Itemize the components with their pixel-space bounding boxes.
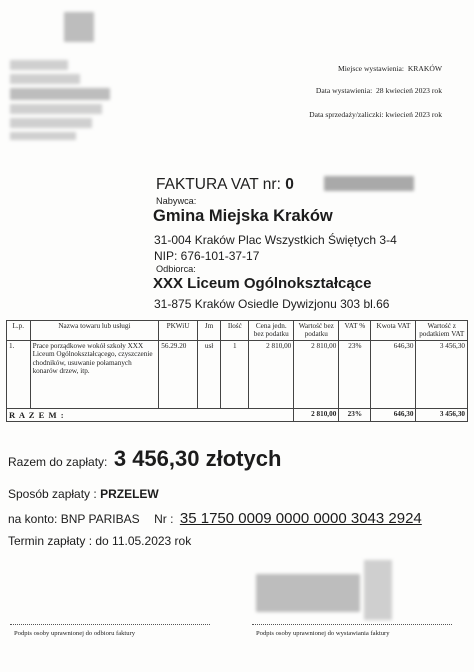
payment-method-label: Sposób zapłaty : bbox=[8, 487, 97, 501]
row-lp: 1. bbox=[7, 340, 31, 408]
header-net: Wartość bez podatku bbox=[294, 321, 339, 341]
signature-mark-redacted bbox=[364, 560, 392, 620]
sum-vat-amount: 646,30 bbox=[371, 408, 416, 421]
recipient-address: 31-875 Kraków Osiedle Dywizjonu 303 bl.66 bbox=[154, 297, 390, 311]
buyer-name: Gmina Miejska Kraków bbox=[153, 207, 333, 225]
row-price: 2 810,00 bbox=[249, 340, 294, 408]
row-name: Prace porządkowe wokół szkoły XXX Liceum Ogólnokształcącego, czyszczenie chodników, usuwanie połamanych konarów drzew, itp. bbox=[30, 340, 159, 408]
sum-vat-rate: 23% bbox=[339, 408, 371, 421]
items-table bbox=[6, 320, 468, 422]
header-price: Cena jedn. bez podatku bbox=[249, 321, 294, 341]
sale-date: Data sprzedaży/zaliczki: kwiecień 2023 rok bbox=[309, 110, 442, 119]
header-vat-rate: VAT % bbox=[339, 321, 371, 341]
header-name: Nazwa towaru lub usługi bbox=[30, 321, 159, 341]
issue-date: Data wystawienia: 28 kwiecień 2023 rok bbox=[315, 86, 442, 95]
total-label: Razem do zapłaty: bbox=[8, 455, 108, 469]
recipient-label: Odbiorca: bbox=[156, 264, 196, 274]
header-qty: Ilość bbox=[221, 321, 249, 341]
table-row bbox=[7, 340, 468, 408]
account-nr-label: Nr : bbox=[154, 512, 174, 526]
row-net: 2 810,00 bbox=[294, 340, 339, 408]
table-header-row bbox=[7, 321, 468, 341]
sum-label: R A Z E M : bbox=[7, 408, 294, 421]
header-gross: Wartość z podatkiem VAT bbox=[416, 321, 468, 341]
row-gross: 3 456,30 bbox=[416, 340, 468, 408]
buyer-nip: NIP: 676-101-37-17 bbox=[154, 249, 260, 263]
header-vat-amount: Kwota VAT bbox=[371, 321, 416, 341]
buyer-address: 31-004 Kraków Plac Wszystkich Świętych 3-4 bbox=[154, 233, 397, 247]
signature-left-caption: Podpis osoby uprawnionej do odbioru faktury bbox=[14, 630, 136, 637]
signature-line-right bbox=[252, 624, 452, 625]
payment-method-line bbox=[8, 487, 159, 501]
recipient-name: XXX Liceum Ogólnokształcące bbox=[153, 275, 372, 292]
signature-right-caption: Podpis osoby uprawnionej do wystawiania faktury bbox=[256, 630, 390, 637]
sum-gross: 3 456,30 bbox=[416, 408, 468, 421]
signature-stamp-redacted bbox=[256, 574, 360, 612]
row-pkwiu: 56.29.20 bbox=[159, 340, 198, 408]
sum-net: 2 810,00 bbox=[294, 408, 339, 421]
invoice-title: FAKTURA VAT nr: 0 bbox=[156, 176, 294, 193]
row-vat-amount: 646,30 bbox=[371, 340, 416, 408]
account-number: 35 1750 0009 0000 0000 3043 2924 bbox=[179, 510, 422, 527]
payment-method-value: PRZELEW bbox=[100, 487, 159, 501]
header-jm: Jm bbox=[197, 321, 221, 341]
row-qty: 1 bbox=[221, 340, 249, 408]
header-pkwiu: PKWiU bbox=[159, 321, 198, 341]
row-vat-rate: 23% bbox=[339, 340, 371, 408]
row-jm: usł bbox=[197, 340, 221, 408]
invoice-number-visible: 0 bbox=[285, 176, 294, 193]
table-sum-row bbox=[7, 408, 468, 421]
header-lp: L.p. bbox=[7, 321, 31, 341]
invoice-number-redacted bbox=[324, 176, 414, 191]
place-of-issue: Miejsce wystawienia: KRAKÓW bbox=[338, 64, 442, 73]
due-date: Termin zapłaty : do 11.05.2023 rok bbox=[8, 534, 192, 548]
total-line bbox=[8, 446, 281, 472]
signature-line-left bbox=[10, 624, 210, 625]
buyer-label: Nabywca: bbox=[156, 196, 197, 206]
account-line bbox=[8, 510, 422, 528]
total-value: 3 456,30 złotych bbox=[113, 446, 282, 471]
account-bank: na konto: BNP PARIBAS bbox=[8, 512, 140, 526]
